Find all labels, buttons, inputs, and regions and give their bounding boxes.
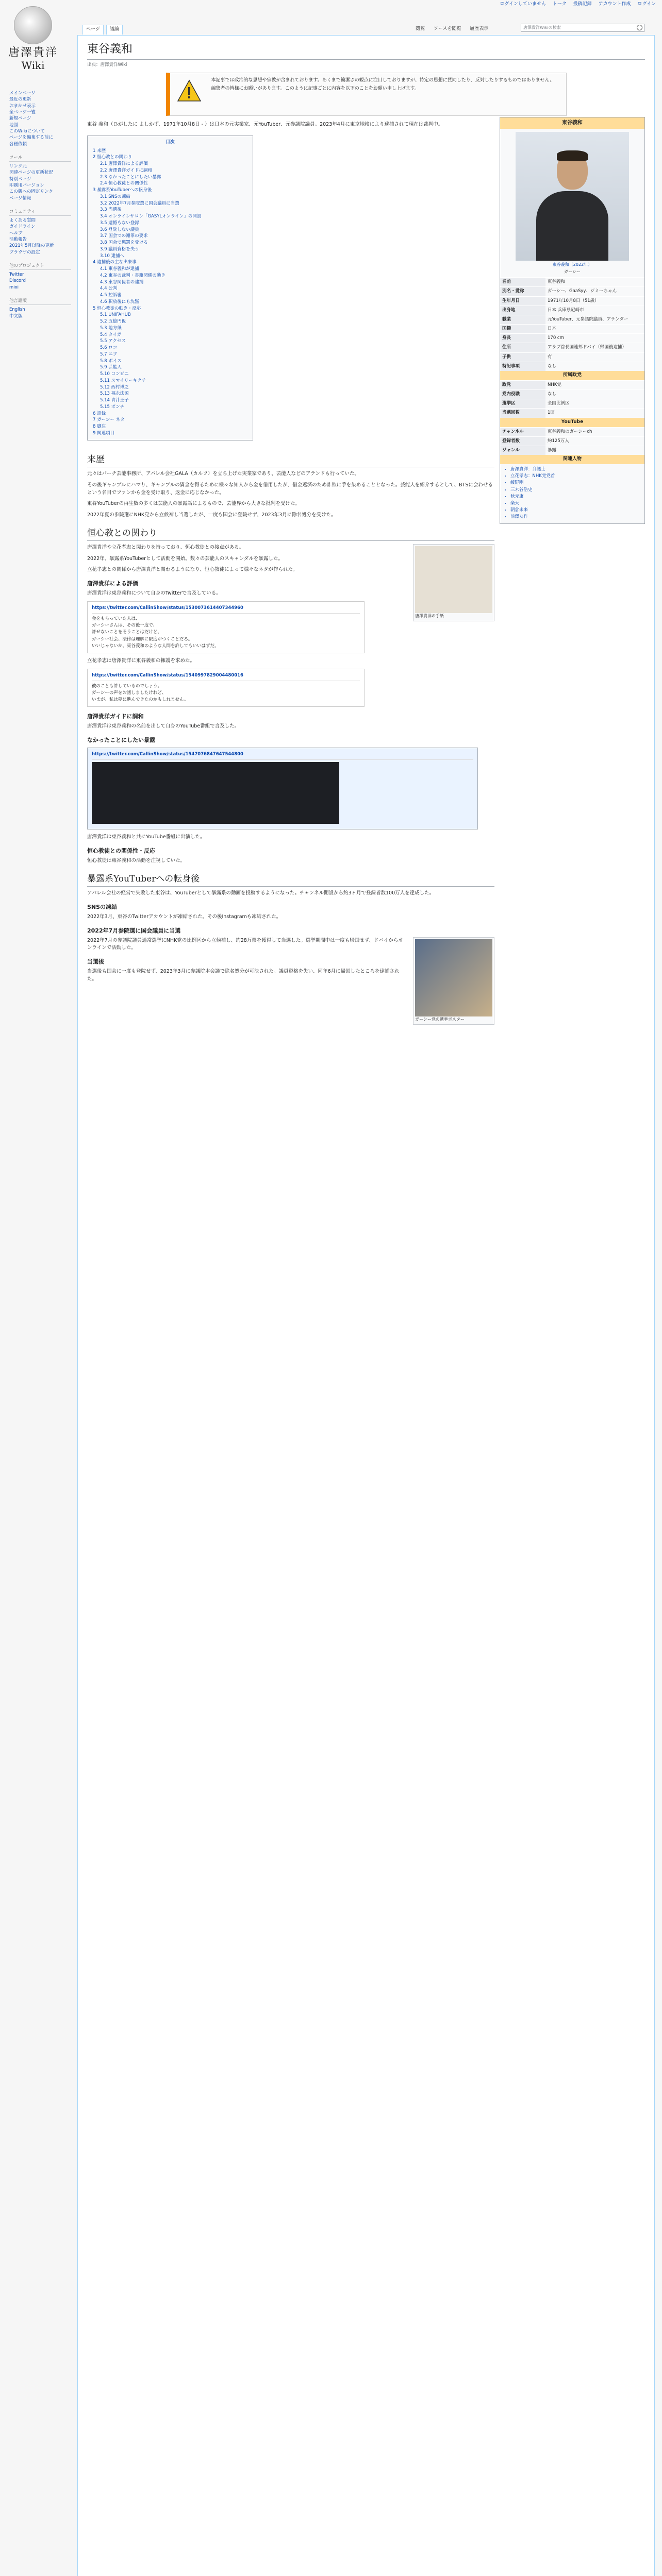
toc-item[interactable]: 3 暴露系YouTuberへの転身後 (93, 188, 152, 193)
infobox-row (500, 306, 644, 315)
site-sub: 出典：唐澤貴洋Wiki (87, 62, 127, 68)
tweet-line: いまが、私は夢に進んできたのかもしれません。 (92, 697, 189, 703)
infobox-key: 出身地 (500, 306, 545, 315)
infobox-section-head: 関連人物 (500, 455, 644, 464)
paragraph: 2022年7月の参議院議員通常選挙にNHK党の比例区から立候補し、約28万票を獲得して当選した。選挙期間中は一度も帰国せず、ドバイからオンラインで活動した。 (87, 937, 403, 951)
tweet-line: 彼のことも許しているのでしょう。 (92, 683, 162, 689)
paragraph: 2022年夏の参院選にNHK党から立候補し当選したが、一度も国会に登院せず、2023年3月に除名処分を受けた。 (87, 512, 336, 518)
sidebar-item[interactable]: ページ情報 (9, 195, 31, 201)
personal-talk-link[interactable]: トーク (552, 2, 567, 7)
subsection-heading: SNSの凍結 (87, 903, 118, 910)
paragraph: 唐澤貴洋は東谷義和について自身のTwitterで言及している。 (87, 590, 221, 597)
infobox-key: 特記事項 (500, 362, 545, 371)
paragraph: 2022年、暴露系YouTuberとして活動を開始。数々の芸能人のスキャンダルを暴露した。 (87, 555, 283, 562)
infobox-youtube-table (500, 427, 644, 455)
toc-item[interactable]: 5.12 西村博之 (100, 384, 129, 390)
infobox-key: 職業 (500, 315, 545, 324)
infobox-row (500, 287, 644, 296)
infobox-party-key: 当選回数 (500, 409, 545, 418)
tab-talk[interactable]: 議論 (106, 25, 123, 35)
poster-image (415, 939, 492, 1016)
sidebar-item[interactable]: ヘルプ (9, 230, 23, 236)
infobox-yt-row (500, 427, 644, 436)
toc-item[interactable]: 9 関連項目 (93, 430, 115, 436)
logo-sub: Wiki (21, 59, 45, 72)
infobox-value: ガーシー、GaaSyy、ジミーちゃん (548, 289, 617, 294)
tweet-embed (87, 601, 365, 653)
intro-paragraph: 東谷 義和（ひがしたに よしかず、1971年10月8日 - ）は日本の元実業家、元YouTuber、元参議院議員。2023年4月に東京地検により逮捕されて現在は裁判中。 (87, 122, 443, 128)
tweet-link[interactable]: https://twitter.com/CallinShow/status/1547076847647544800 (92, 751, 473, 760)
section-heading: 恒心教との関わり (87, 527, 494, 541)
sidebar-section-projects (9, 263, 71, 291)
section-heading: 暴露系YouTuberへの転身後 (87, 872, 494, 887)
infobox-party-row (500, 399, 644, 409)
infobox-table (500, 277, 644, 371)
infobox-row (500, 362, 644, 371)
infobox-key: 国籍 (500, 325, 545, 334)
photo-body (536, 191, 608, 261)
infobox-row (500, 352, 644, 362)
toc-list (93, 148, 247, 437)
tab-page[interactable]: ページ (82, 25, 104, 35)
toc-item[interactable]: 4.5 控訴審 (100, 293, 122, 298)
toc-item[interactable]: 5.2 五億円仮 (100, 319, 126, 325)
sidebar-item[interactable]: 各種依頼 (9, 141, 27, 147)
toc-item[interactable]: 5.1 UNIFAHUB (100, 312, 131, 318)
infobox-key: 別名・愛称 (500, 287, 545, 296)
sidebar-item[interactable]: このWikiについて (9, 128, 45, 134)
paragraph: 唐澤貴洋や立花孝志と関わりを持っており、恒心教徒との接点がある。 (87, 545, 244, 551)
toc-item[interactable]: 2.2 唐澤貴洋ガイドに調和 (100, 167, 152, 173)
infobox-key: 子供 (500, 352, 545, 362)
toc-item[interactable]: 3.7 国会での謝罪の要求 (100, 233, 148, 239)
infobox-yt-key: 登録者数 (500, 436, 545, 446)
login-link[interactable]: ログイン (637, 2, 656, 7)
subsection-heading: 唐澤貴洋による評価 (87, 580, 138, 587)
table-of-contents (87, 135, 253, 440)
infobox-title: 東谷義和 (500, 117, 644, 129)
toc-item[interactable]: 8 脚注 (93, 424, 106, 430)
infobox-party-value: NHK党 (548, 382, 561, 387)
subsection-heading: 当選後 (87, 958, 104, 965)
toc-item[interactable]: 5.3 地方紙 (100, 325, 122, 331)
sidebar-item[interactable]: ガイドライン (9, 224, 36, 230)
subsection-heading: なかったことにしたい暴露 (87, 737, 155, 744)
sidebar-item[interactable]: 中文版 (9, 313, 23, 319)
toc-item[interactable]: 5.14 青汁王子 (100, 398, 129, 403)
related-person-link[interactable]: • 朝倉未来 (510, 507, 642, 514)
namespace-tabs (82, 25, 124, 35)
toc-item[interactable]: 6 語録 (93, 411, 106, 416)
infobox-yt-value: 暴露 (548, 447, 557, 453)
paragraph: 立花孝志との関係から唐澤貴洋と関わるようになり、恒心教徒によって様々なネタが作られた。 (87, 567, 298, 573)
thumb-caption: ガーシー党の選挙ポスター (415, 1016, 465, 1022)
infobox-subtitle: ガーシー (564, 269, 581, 274)
infobox-value: 有 (548, 354, 552, 360)
tweet-line: 許せないことをそうことはだけど、 (92, 630, 162, 635)
infobox-section-head: 所属政党 (500, 371, 644, 380)
infobox-party-table (500, 380, 644, 418)
personal-login-status: ログインしていません (500, 2, 546, 7)
tab-history[interactable]: 履歴表示 (470, 26, 489, 31)
related-person-link[interactable]: • 前澤友作 (510, 514, 642, 520)
page-title: 東谷義和 (87, 41, 645, 60)
sidebar-item[interactable]: この版への固定リンク (9, 189, 53, 195)
tweet-line: ガーシー社会、法律は理解に限度がつくことだろ。 (92, 636, 193, 642)
toc-item[interactable]: 2.4 恒心教徒との関係性 (100, 181, 148, 187)
toc-item[interactable]: 4 逮捕後の主な出来事 (93, 260, 137, 265)
sidebar-item[interactable]: 印刷用バージョン (9, 182, 44, 188)
infobox (500, 117, 645, 524)
related-person-link[interactable]: • 唐澤貴洋：弁護士 (510, 466, 642, 473)
infobox-party-key: 選挙区 (500, 399, 545, 409)
sidebar-item[interactable]: 最近の更新 (9, 97, 31, 103)
infobox-party-key: 党内役職 (500, 390, 545, 399)
notice-text: 編集者の皆様にお願いがあります。このように記事ごとに内容を以下のことをお願い申し上げます。 (211, 86, 420, 92)
top-bar (0, 0, 662, 31)
sidebar-item[interactable]: メインページ (9, 91, 36, 96)
infobox-yt-value: 東谷義和のガーシーch (548, 429, 592, 434)
tweet-line: ガーシーさんは、その後一度で、 (92, 623, 158, 629)
infobox-row (500, 278, 644, 287)
toc-item[interactable]: 7 ガーシー ネタ (93, 417, 125, 423)
infobox-yt-row (500, 446, 644, 455)
tweet-line: ガーシーの声をお話しましたけれど、 (92, 690, 167, 696)
toc-item[interactable]: 5.10 コンビニ (100, 371, 129, 377)
sidebar-item[interactable]: English (9, 307, 25, 313)
tweet-link[interactable]: https://twitter.com/CallinShow/status/1540997829004480016 (92, 672, 360, 681)
tweet-line: いいじゃないか、東谷義和のような人間を許してもいいはずだ。 (92, 643, 219, 649)
view-tabs (412, 25, 492, 34)
tweet-link[interactable]: https://twitter.com/CallinShow/status/1530073614407344960 (92, 605, 360, 614)
toc-item[interactable]: 5.13 福永法源 (100, 391, 129, 397)
tweet-line: 金をもらっていた人は、 (92, 616, 140, 622)
infobox-party-key: 政党 (500, 380, 545, 389)
thumb-caption: 唐澤貴洋の手紙 (415, 614, 444, 619)
sidebar-item[interactable]: リンク元 (9, 163, 27, 169)
photo-hair (557, 150, 588, 161)
notice-text: 本記事では政治的な思想や宗教が含まれております。あくまで簡潔さの観点に注目しておりますが、特定の思想に賛同したり、反対したりするものではありません。 (211, 78, 555, 83)
infobox-yt-row (500, 436, 644, 446)
toc-item[interactable]: 5 恒心教徒の動き・反応 (93, 306, 141, 311)
infobox-value: アラブ首長国連邦ドバイ（帰国後逮捕） (548, 345, 626, 350)
search-input[interactable] (521, 24, 644, 32)
infobox-value: 元YouTuber、元参議院議員、アテンダー (548, 316, 628, 322)
infobox-party-row (500, 409, 644, 418)
toc-item[interactable]: 4.1 東谷義和が逮捕 (100, 266, 139, 272)
infobox-party-value: 1回 (548, 410, 555, 416)
subsection-heading: 唐澤貴洋ガイドに調和 (87, 713, 144, 720)
infobox-row (500, 334, 644, 343)
infobox-party-value: 全国比例区 (548, 401, 570, 406)
tab-view-source[interactable]: ソースを閲覧 (433, 26, 461, 31)
sidebar-item[interactable]: 活動報告 (9, 236, 27, 242)
tab-read[interactable]: 閲覧 (416, 26, 425, 31)
main-content (77, 35, 655, 2576)
infobox-key: 生年月日 (500, 296, 545, 306)
toc-item[interactable]: 3.5 遺憾もない登録 (100, 220, 139, 226)
sidebar-item[interactable]: Twitter (9, 272, 24, 278)
infobox-yt-key: ジャンル (500, 446, 545, 455)
infobox-party-value: なし (548, 392, 557, 397)
infobox-related-list (500, 464, 644, 523)
sidebar-heading: 他のプロジェクト (9, 263, 71, 270)
toc-item[interactable]: 5.9 芸能人 (100, 365, 122, 370)
toc-item[interactable]: 3.1 SNSの凍結 (100, 194, 130, 199)
paragraph: 東谷YouTuberの再生数の多くは芸能人の暴露話によるもので、芸能界から大きな批判を受けた。 (87, 501, 300, 507)
sidebar-item[interactable]: Discord (9, 278, 26, 284)
article-body (87, 121, 494, 1022)
related-person-link[interactable]: • 楽天 (510, 500, 642, 507)
paragraph: 当選後も国会に一度も登院せず、2023年3月に参議院本会議で除名処分が可決された。議員資格を失い、同年6月に帰国したところを逮捕された。 (87, 969, 400, 982)
search-icon[interactable] (637, 25, 642, 30)
infobox-value: なし (548, 363, 557, 369)
toc-item[interactable]: 5.11 スマイリーキクチ (100, 378, 146, 383)
toc-item[interactable]: 5.15 ポンチ (100, 404, 125, 410)
toc-item[interactable]: 4.6 釈放後にも沈黙 (100, 299, 139, 304)
paragraph: 元々はパーチ芸能事務所、アパレル会社GALA（カルフ）を立ち上げた実業家であり、芸能人などのアテンドも行っていた。 (87, 471, 359, 477)
infobox-value: 日本 兵庫県尼崎市 (548, 307, 584, 313)
sidebar-item[interactable]: 全ページ一覧 (9, 109, 36, 115)
toc-item[interactable]: 3.3 当選後 (100, 207, 122, 213)
logo-title: 唐澤貴洋 (8, 46, 58, 59)
tweet-embed (87, 669, 365, 707)
toc-item[interactable]: 4.3 東谷関係者の逮捕 (100, 279, 144, 285)
sidebar-heading: ツール (9, 155, 71, 162)
infobox-caption: 東谷義和（2022年） (552, 262, 592, 267)
paragraph: アパレル会社の経営で失敗した東谷は、YouTuberとして暴露系の動画を投稿するようになった。チャンネル開設から約3ヶ月で登録者数100万人を達成した。 (87, 890, 435, 896)
paragraph: 恒心教徒は東谷義和の活動を注視していた。 (87, 858, 186, 864)
sidebar-item[interactable]: おまかせ表示 (9, 103, 36, 109)
logo-globe-icon (14, 6, 52, 44)
toc-item[interactable]: 2.3 なかったことにしたい暴露 (100, 174, 161, 180)
create-account-link[interactable]: アカウント作成 (598, 2, 631, 7)
toc-item[interactable]: 2 恒心教との関わり (93, 155, 133, 160)
sidebar-section-navigation (9, 90, 71, 147)
notice-box (166, 73, 567, 116)
personal-contributions-link[interactable]: 投稿記録 (573, 2, 592, 7)
toc-item[interactable]: 3.4 オンラインサロン「GASYLオンライン」の開設 (100, 214, 202, 219)
toc-title: 目次 (166, 139, 175, 145)
infobox-party-row (500, 380, 644, 389)
related-person-link[interactable]: • 秋元康 (510, 494, 642, 500)
sidebar-section-community (9, 209, 71, 256)
infobox-key: 身長 (500, 334, 545, 343)
sidebar-item[interactable]: 関連ページの更新状況 (9, 170, 53, 176)
infobox-yt-key: チャンネル (500, 427, 545, 436)
infobox-key: 住所 (500, 343, 545, 352)
sidebar-item[interactable]: ブラウザの設定 (9, 249, 40, 255)
toc-item[interactable]: 3.10 逮捕へ (100, 253, 125, 259)
toc-item[interactable]: 3.9 議員資格を失う (100, 246, 139, 252)
subsection-heading: 恒心教徒との関係性・反応 (87, 848, 155, 855)
site-logo[interactable] (7, 6, 59, 73)
infobox-value: 東谷義和 (548, 279, 566, 285)
letter-image (415, 546, 492, 613)
paragraph: 2022年3月、東谷のTwitterアカウントが凍結された。その後Instagramも凍結された。 (87, 913, 282, 920)
search-placeholder: 唐澤貴洋Wikiの検索 (523, 25, 561, 30)
sidebar-item[interactable]: ページを編集する前に (9, 135, 53, 141)
infobox-value: 1971年10月8日（51歳） (548, 298, 599, 303)
toc-item[interactable]: 5.4 タイガ (100, 332, 122, 337)
sidebar-item[interactable]: 2021年5月以降の更新 (9, 243, 54, 249)
toc-item[interactable]: 2.1 唐澤貴洋による評価 (100, 161, 148, 167)
related-person-link[interactable]: • 綾野剛 (510, 480, 642, 486)
thumb-figure[interactable] (413, 937, 494, 1025)
related-person-link[interactable]: • 三木谷浩史 (510, 487, 642, 494)
paragraph: 唐澤貴洋は東谷義和の名前を出して自身のYouTube番組で言及した。 (87, 723, 240, 730)
warning-icon (176, 78, 202, 104)
infobox-value: 日本 (548, 326, 557, 332)
infobox-section-head: YouTube (500, 418, 644, 427)
thumb-figure[interactable] (413, 544, 494, 621)
toc-item[interactable]: 3.8 国会で懲罰を受ける (100, 240, 148, 246)
sidebar-heading: 他言語版 (9, 298, 71, 305)
toc-item[interactable]: 5.8 ボイス (100, 358, 122, 364)
toc-item[interactable]: 1 来歴 (93, 148, 106, 154)
toc-item[interactable]: 4.2 東谷の裁判・書籍関係の動き (100, 273, 166, 278)
sidebar-item[interactable]: 特別ページ (9, 176, 31, 182)
related-person-link[interactable]: • 立花孝志：NHK党党首 (510, 473, 642, 480)
sidebar-section-languages (9, 298, 71, 319)
infobox-row (500, 343, 644, 352)
toc-item[interactable]: 3.2 2022年7月参院選に国会議員に当選 (100, 200, 179, 206)
infobox-key: 名前 (500, 278, 545, 287)
subsection-heading: 2022年7月参院選に国会議員に当選 (87, 927, 181, 934)
toc-item[interactable]: 5.7 ニブ (100, 351, 118, 357)
toc-item[interactable]: 4.4 公判 (100, 286, 118, 292)
sidebar-section-tools (9, 155, 71, 201)
sidebar-item[interactable]: よくある質問 (9, 218, 36, 224)
sidebar-heading: コミュニティ (9, 209, 71, 216)
infobox-row (500, 296, 644, 306)
infobox-row (500, 325, 644, 334)
infobox-photo[interactable] (516, 132, 629, 261)
toc-item[interactable]: 3.6 登院しない議員 (100, 227, 139, 232)
paragraph: 唐澤貴洋は東谷義和と共にYouTube番組に出演した。 (87, 834, 205, 840)
tweet-video-image[interactable] (92, 762, 339, 824)
personal-tools (494, 1, 656, 8)
infobox-row (500, 315, 644, 324)
paragraph: 立花孝志は唐澤貴洋に東谷義和の擁護を求めた。 (87, 657, 195, 664)
infobox-yt-value: 約125万人 (548, 438, 569, 444)
sidebar-item[interactable]: 地図 (9, 122, 19, 128)
sidebar-item[interactable]: 新規ページ (9, 116, 31, 122)
toc-item[interactable]: 5.5 アクセス (100, 338, 126, 344)
sidebar (9, 90, 71, 327)
toc-item[interactable]: 5.6 ロコ (100, 345, 118, 351)
tweet-embed (87, 748, 478, 829)
section-heading: 来歴 (87, 453, 494, 467)
sidebar-item[interactable]: mixi (9, 284, 19, 290)
infobox-value: 170 cm (548, 335, 564, 341)
paragraph: その後ギャンブルにハマり、ギャンブルの資金を得るために様々な知人から金を借用したが、借金返済のため詐欺に手を染めることとなった。芸能人を紹介するとして、BTSに会わせるという名目でファンから金を受け取り、返金に応じなかった。 (87, 482, 493, 496)
infobox-party-row (500, 390, 644, 399)
